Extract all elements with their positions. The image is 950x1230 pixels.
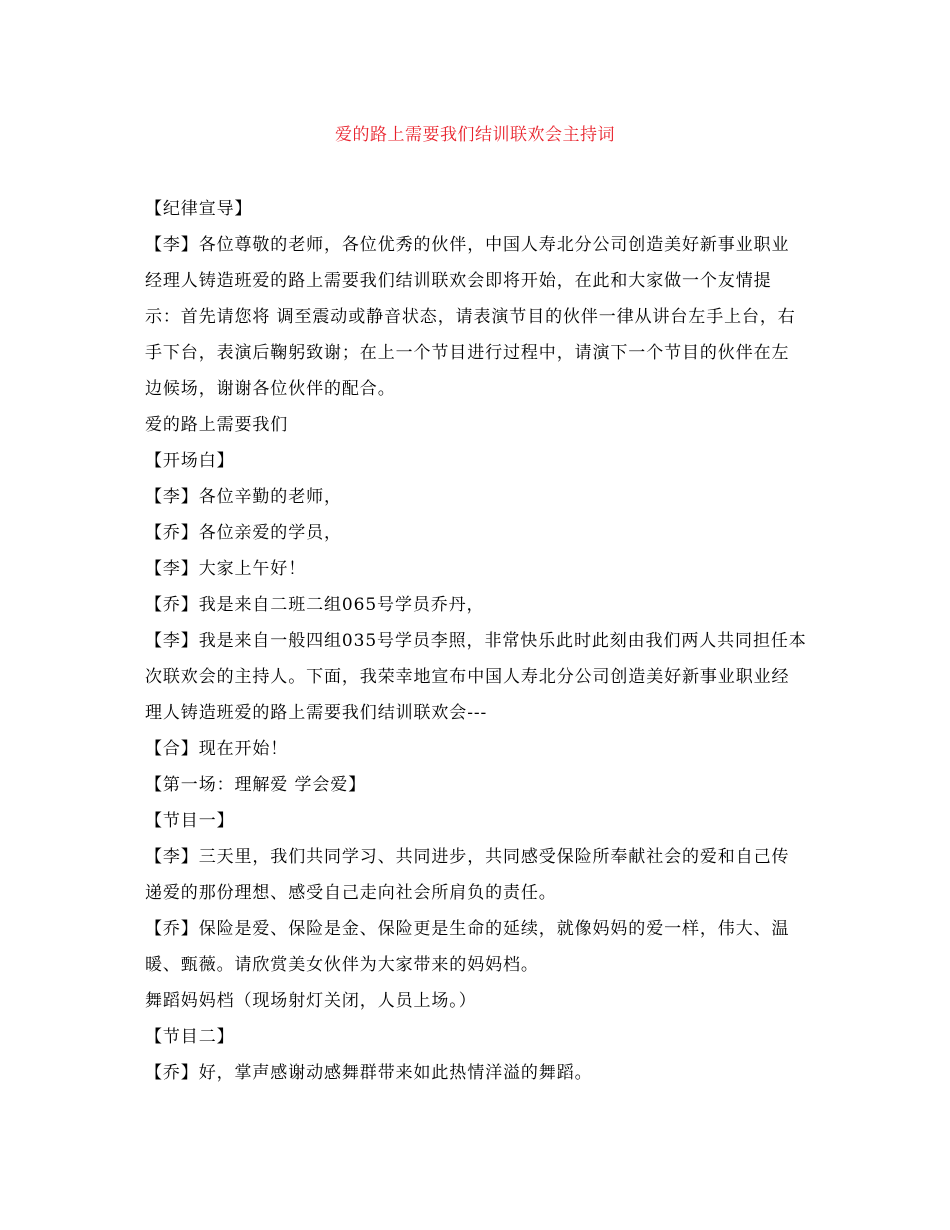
paragraph-discipline-heading: 【纪律宣导】 [145,199,253,219]
paragraph-dance-note: 舞蹈妈妈档（现场射灯关闭，人员上场。） [145,991,477,1011]
paragraph-program-two-heading: 【节目二】 [145,1027,235,1047]
paragraph-li-intro: 【李】我是来自一般四组035号学员李照，非常快乐此时此刻由我们两人共同担任本次联欢会的主持人。下面，我荣幸地宣布中国人寿北分公司创造美好新事业职业经理人铸造班爱的路上需要我们结训联欢会--- [145,631,807,723]
paragraph-theme-line: 爱的路上需要我们 [145,415,289,435]
paragraph-together-start: 【合】现在开始！ [145,739,289,759]
paragraph-li-good-morning: 【李】大家上午好！ [145,559,307,579]
paragraph-qiao-insurance: 【乔】保险是爱、保险是金、保险更是生命的延续，就像妈妈的爱一样，伟大、温暖、甄薇。请欣赏美女伙伴为大家带来的妈妈档。 [145,919,790,975]
paragraph-li-reminder: 【李】各位尊敬的老师，各位优秀的伙伴，中国人寿北分公司创造美好新事业职业经理人铸造班爱的路上需要我们结训联欢会即将开始，在此和大家做一个友情提示：首先请您将 调至震动或静音状态，请表演节目的伙伴一律从讲台左手上台，右手下台，表演后鞠躬致谢；在上一个节目进行过程中，请演下一个节目的伙伴在左边候场，谢谢各位伙伴的配合。 [145,235,796,399]
paragraph-act-one-heading: 【第一场：理解爱 学会爱】 [145,775,367,795]
paragraph-li-three-days: 【李】三天里，我们共同学习、共同进步，共同感受保险所奉献社会的爱和自己传递爱的那份理想、感受自己走向社会所肩负的责任。 [145,847,790,903]
paragraph-opening-heading: 【开场白】 [145,451,235,471]
paragraph-qiao-greeting: 【乔】各位亲爱的学员， [145,523,342,543]
paragraph-qiao-intro: 【乔】我是来自二班二组065号学员乔丹， [145,595,485,615]
paragraph-li-greeting: 【李】各位辛勤的老师， [145,487,342,507]
paragraph-program-one-heading: 【节目一】 [145,811,235,831]
paragraph-qiao-thanks: 【乔】好，掌声感谢动感舞群带来如此热情洋溢的舞蹈。 [145,1063,593,1083]
document-body [145,191,807,1091]
document-title: 爱的路上需要我们结训联欢会主持词 [335,125,615,145]
